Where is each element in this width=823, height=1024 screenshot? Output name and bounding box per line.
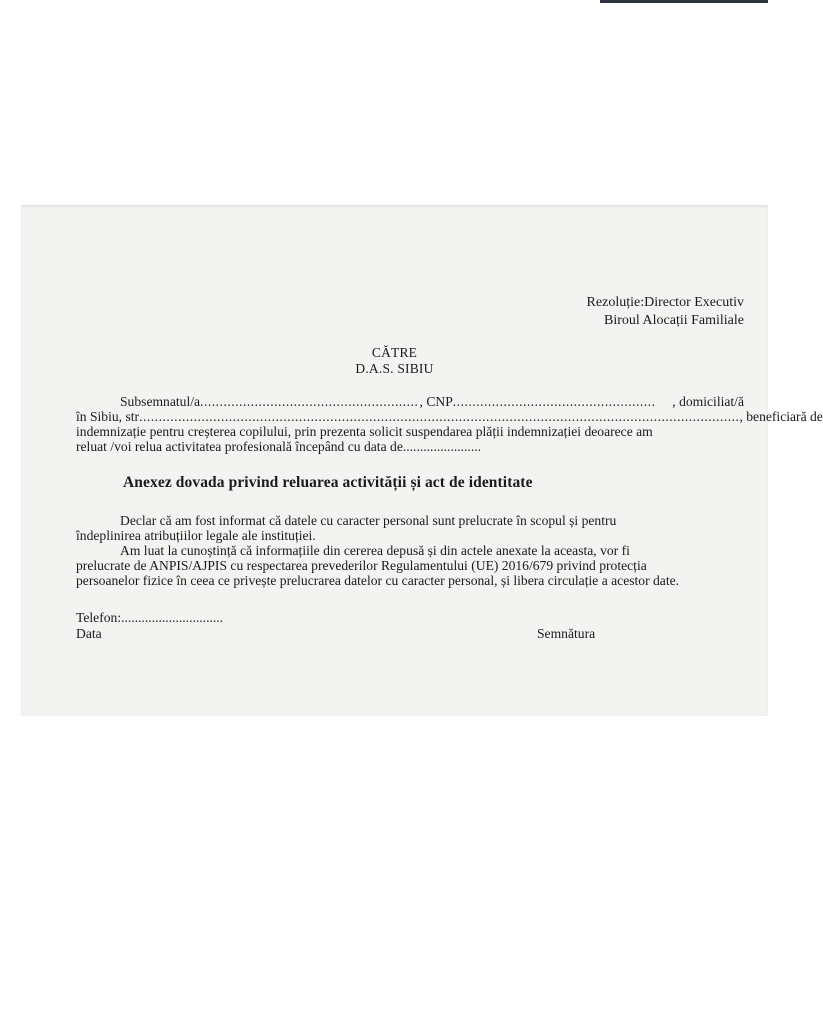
subsemnatul-label: Subsemnatul/a: [120, 394, 201, 409]
cnp-field: ....................................................: [452, 394, 656, 409]
declaration-line-1: Declar că am fost informat că datele cu caracter personal sunt prelucrate în scopul și pentru: [120, 513, 617, 528]
name-field: ........................................................: [200, 394, 419, 409]
signature-label: Semnătura: [537, 626, 596, 641]
street-field: ..........................................................................................................................................................: [139, 409, 740, 424]
request-form: [21, 205, 823, 716]
recipient-line-2: D.A.S. SIBIU: [355, 361, 434, 376]
beneficiara-label: , beneficiară de: [739, 409, 823, 424]
request-text-line-3: indemnizație pentru creșterea copilului, prin prezenta solicit suspendarea plății indemnizației deoarece am: [76, 424, 653, 439]
address-line: [76, 409, 823, 424]
date-label: Data: [76, 626, 102, 641]
resolution-block: [587, 294, 744, 330]
resolution-line-2: Biroul Alocații Familiale: [604, 313, 744, 328]
telefon-label: Telefon:: [76, 610, 122, 625]
declaration-line-2: îndeplinirea atribuțiilor legale ale instituției.: [76, 528, 316, 543]
consent-paragraph: [76, 543, 744, 588]
domiciliat-label: , domiciliat/ă: [672, 394, 744, 409]
consent-line-2: prelucrate de ANPIS/AJPIS cu respectarea prevederilor Regulamentului (UE) 2016/679 privind protecția: [76, 558, 647, 573]
contact-block: [76, 610, 223, 642]
request-text-line-4: [76, 439, 744, 454]
name-cnp-line: [76, 394, 744, 409]
consent-line-1: Am luat la cunoștință că informațiile din cererea depusă și din actele anexate la aceasta, vor fi: [120, 543, 630, 558]
recipient-block: [21, 345, 768, 377]
consent-line-3: persoanelor fizice în ceea ce privește prelucrarea datelor cu caracter personal, și libera circulație a acestor date.: [76, 573, 680, 588]
telefon-field: ..............................: [121, 610, 224, 625]
cnp-label: , CNP: [419, 394, 453, 409]
declaration-paragraph: [76, 513, 744, 543]
telefon-line: [76, 610, 223, 626]
sibiu-label: în Sibiu, str: [76, 409, 140, 424]
request-paragraph: [76, 394, 823, 454]
recipient-line-1: CĂTRE: [371, 345, 418, 360]
annex-heading: Anexez dovada privind reluarea activității și act de identitate: [123, 474, 533, 491]
resume-date-field: .......................: [402, 439, 482, 454]
resolution-line-1: Rezoluție:Director Executiv: [586, 295, 744, 310]
scan-edge-mark: [600, 0, 768, 3]
resume-date-label: reluat /voi relua activitatea profesională începând cu data de: [76, 439, 403, 454]
